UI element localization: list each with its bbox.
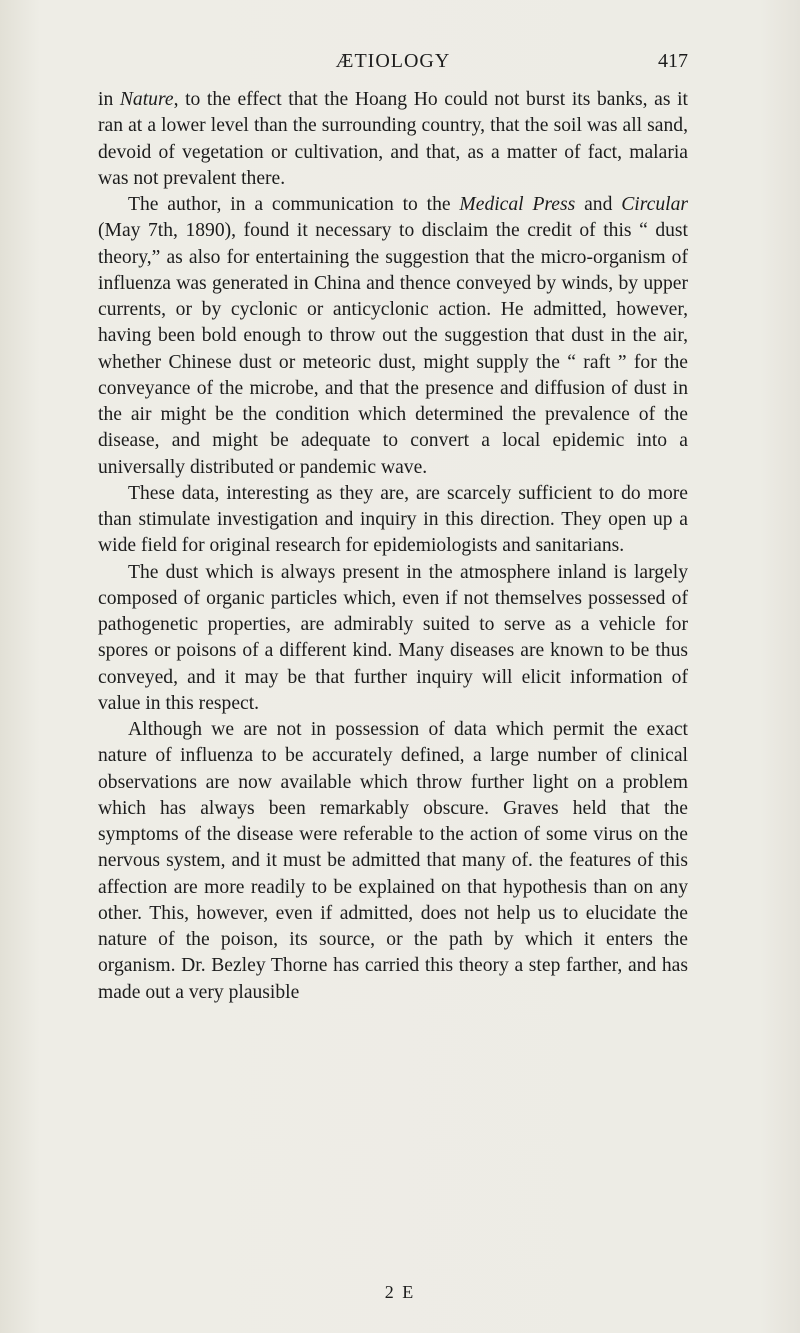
page-number: 417 xyxy=(658,50,688,72)
journal-title: Nature xyxy=(119,89,174,110)
paragraph: The dust which is always present in the atmosphere inland is largely composed of organic particles which, even if not themselves possessed of pathogenetic properties, are admirably suited to serve as a vehicle for spores or poisons of a different kind. Many diseases are known to be thus conveyed, and it may be that further inquiry will elicit information of value in this respect. xyxy=(98,561,688,714)
journal-title: Circular xyxy=(621,194,688,215)
journal-title: Medical Press xyxy=(459,194,576,215)
page-header xyxy=(98,50,688,80)
paragraph: The author, in a communication to the Medical Press and Circular (May 7th, 1890), found it necessary to disclaim the credit of this “ dust theory,” as also for entertaining the suggestion that the micro-organism of influenza was generated in China and thence conveyed by winds, by upper currents, or by cyclonic or anticyclonic action. He admitted, however, having been bold enough to throw out the suggestion that dust in the air, whether Chinese dust or meteoric dust, might supply the “ raft ” for the conveyance of the microbe, and that the presence and diffusion of dust in the air might be the condition which determined the prevalence of the disease, and might be adequate to convert a local epidemic into a universally distributed or pandemic wave. xyxy=(98,194,688,478)
signature-mark: 2 E xyxy=(384,1282,416,1302)
paragraph: These data, interesting as they are, are scarcely sufficient to do more than stimulate investigation and inquiry in this direction. They open up a wide field for original research for epidemiologists and sanitarians. xyxy=(98,482,688,557)
paragraph: in Nature, to the effect that the Hoang Ho could not burst its banks, as it ran at a lower level than the surrounding country, that the soil was all sand, devoid of vegetation or cultivation, and that, as a matter of fact, malaria was not prevalent there. xyxy=(98,89,688,189)
body-text xyxy=(98,87,688,1006)
paragraph: Although we are not in possession of data which permit the exact nature of influenza to be accurately defined, a large number of clinical observations are now available which throw further light on a problem which has always been remarkably obscure. Graves held that the symptoms of the disease were referable to the action of some virus on the nervous system, and it must be admitted that many of. the features of this affection are more readily to be explained on that hypothesis than on any other. This, however, even if admitted, does not help us to elucidate the nature of the poison, its source, or the path by which it enters the organism. Dr. Bezley Thorne has carried this theory a step farther, and has made out a very plausible xyxy=(98,719,688,1003)
running-title: ÆTIOLOGY xyxy=(335,50,451,72)
